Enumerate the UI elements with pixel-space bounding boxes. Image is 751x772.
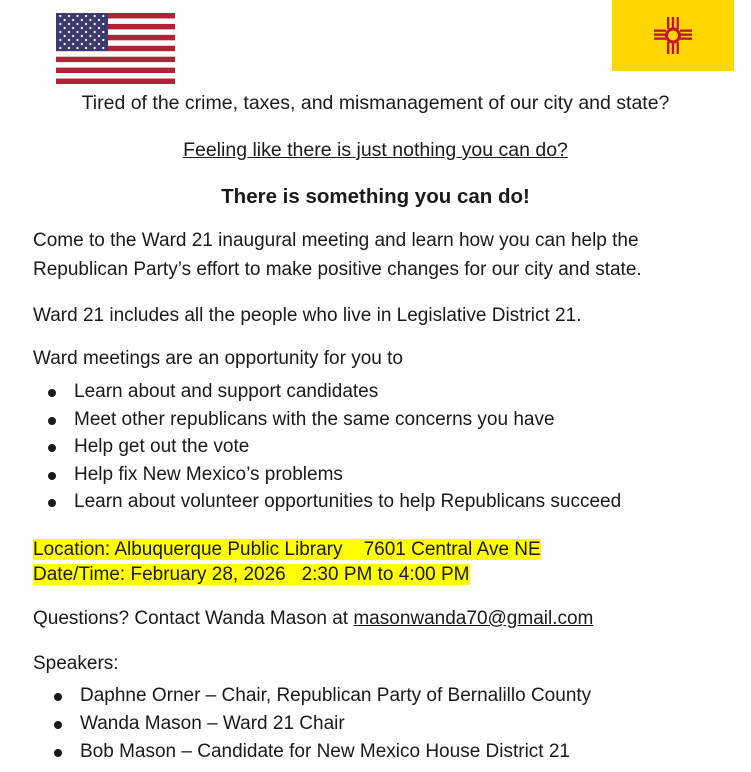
list-item: Wanda Mason – Ward 21 Chair	[52, 710, 591, 738]
contact-prefix: Questions? Contact Wanda Mason at	[33, 608, 354, 629]
meetings-intro: Ward meetings are an opportunity for you to	[33, 348, 403, 369]
opportunities-list	[48, 378, 621, 516]
event-datetime-text: Date/Time: February 28, 2026 2:30 PM to 4:00 PM	[33, 564, 470, 585]
speakers-heading: Speakers:	[33, 653, 119, 674]
event-location	[33, 539, 541, 561]
headline-question: Tired of the crime, taxes, and mismanagement of our city and state?	[81, 92, 670, 114]
list-item: Bob Mason – Candidate for New Mexico House District 21	[52, 738, 591, 766]
list-item: Learn about and support candidates	[48, 378, 621, 406]
us-flag-icon	[56, 13, 175, 84]
list-item: Help fix New Mexico’s problems	[48, 461, 621, 489]
list-item: Help get out the vote	[48, 433, 621, 461]
list-item: Meet other republicans with the same concerns you have	[48, 406, 621, 434]
event-datetime	[33, 564, 470, 586]
list-item: Daphne Orner – Chair, Republican Party of Bernalillo County	[52, 682, 591, 710]
contact-line	[33, 608, 593, 630]
ward-description: Ward 21 includes all the people who live in Legislative District 21.	[33, 305, 582, 326]
speakers-list	[52, 682, 591, 766]
list-item: Learn about volunteer opportunities to help Republicans succeed	[48, 488, 621, 516]
headline-answer: There is something you can do!	[221, 185, 530, 208]
new-mexico-flag-icon	[612, 0, 734, 71]
intro-line-1: Come to the Ward 21 inaugural meeting and learn how you can help the	[33, 230, 639, 251]
intro-line-2: Republican Party’s effort to make positive changes for our city and state.	[33, 259, 642, 280]
event-location-text: Location: Albuquerque Public Library 7601 Central Ave NE	[33, 539, 541, 560]
contact-email-link[interactable]: masonwanda70@gmail.com	[353, 608, 594, 629]
headline-feeling: Feeling like there is just nothing you can do?	[183, 139, 568, 161]
